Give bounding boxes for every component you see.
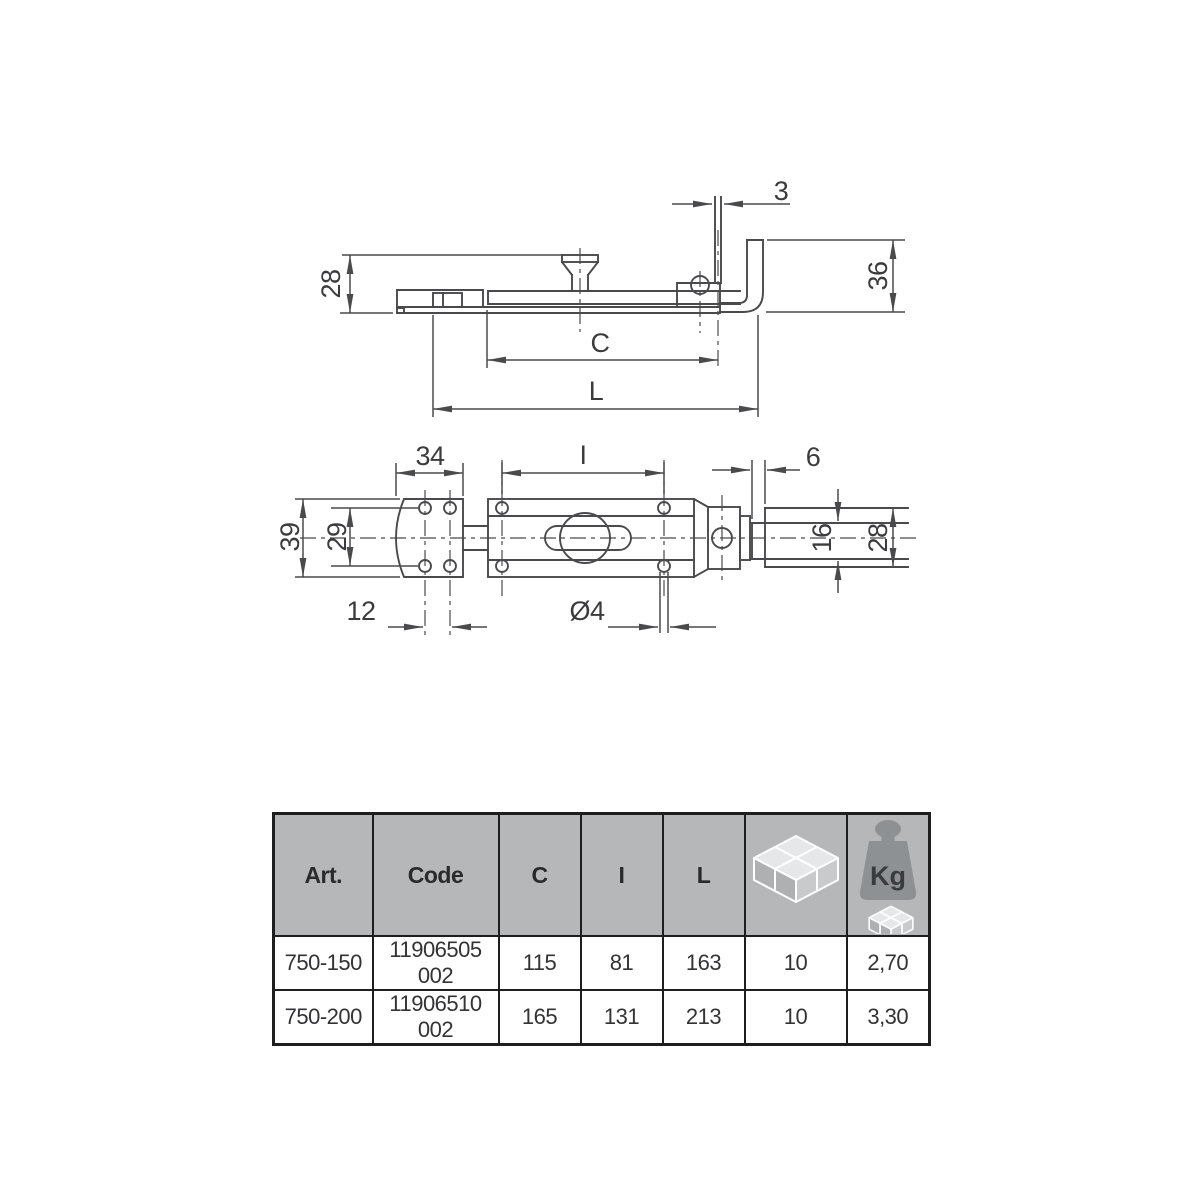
cell-code: 11906510 002: [373, 990, 499, 1045]
cell-weight: 2,70: [847, 936, 930, 990]
dim-label-29: 29: [322, 522, 352, 552]
header-pack-qty: [745, 814, 847, 937]
header-code: Code: [373, 814, 499, 937]
header-i: I: [581, 814, 663, 937]
top-view-dimensions: [275, 440, 893, 633]
dim-label-28-side: 28: [316, 269, 346, 299]
table-header-row: [274, 814, 930, 937]
package-cubes-icon: [748, 833, 844, 917]
header-c: C: [499, 814, 581, 937]
dim-label-36: 36: [863, 261, 893, 291]
dimension-dia4: [569, 572, 716, 633]
dimension-29: [322, 508, 418, 566]
cell-c: 115: [499, 936, 581, 990]
kg-label: Kg: [869, 861, 906, 891]
cell-pack-qty: 10: [745, 990, 847, 1045]
dimension-C: [487, 310, 718, 368]
dim-label-16: 16: [807, 523, 837, 553]
cell-l: 163: [663, 936, 745, 990]
dimension-36: [863, 240, 893, 312]
header-art: Art.: [274, 814, 373, 937]
dimension-34: [396, 441, 463, 496]
dim-label-L: L: [588, 376, 604, 406]
cell-code: 11906505 002: [373, 936, 499, 990]
dim-label-39: 39: [275, 522, 305, 552]
spec-table: [272, 812, 931, 1046]
dim-label-34: 34: [415, 441, 445, 471]
cell-c: 165: [499, 990, 581, 1045]
header-l: L: [663, 814, 745, 937]
dim-label-3: 3: [773, 176, 789, 206]
table-row: [274, 990, 930, 1045]
dimension-12: [346, 596, 487, 627]
table-row: [274, 936, 930, 990]
cell-i: 131: [581, 990, 663, 1045]
side-view-dimensions: [316, 176, 893, 417]
cell-i: 81: [581, 936, 663, 990]
dimension-I: [502, 440, 664, 494]
dim-label-28-top: 28: [863, 523, 893, 553]
cell-art: 750-200: [274, 990, 373, 1045]
cell-pack-qty: 10: [745, 936, 847, 990]
dimension-16: [807, 489, 838, 593]
side-view-drawing: [397, 197, 905, 368]
dimension-3: [672, 176, 790, 206]
dim-label-6: 6: [805, 442, 821, 472]
dim-label-12: 12: [346, 596, 376, 626]
dim-label-I: I: [579, 440, 587, 470]
cell-art: 750-150: [274, 936, 373, 990]
cell-weight: 3,30: [847, 990, 930, 1045]
package-cubes-small-icon: [869, 906, 913, 934]
header-weight: [847, 814, 930, 937]
cell-l: 213: [663, 990, 745, 1045]
dim-label-C: C: [590, 328, 610, 358]
weight-kg-icon: [848, 816, 928, 934]
dim-label-dia4: Ø4: [569, 596, 605, 626]
